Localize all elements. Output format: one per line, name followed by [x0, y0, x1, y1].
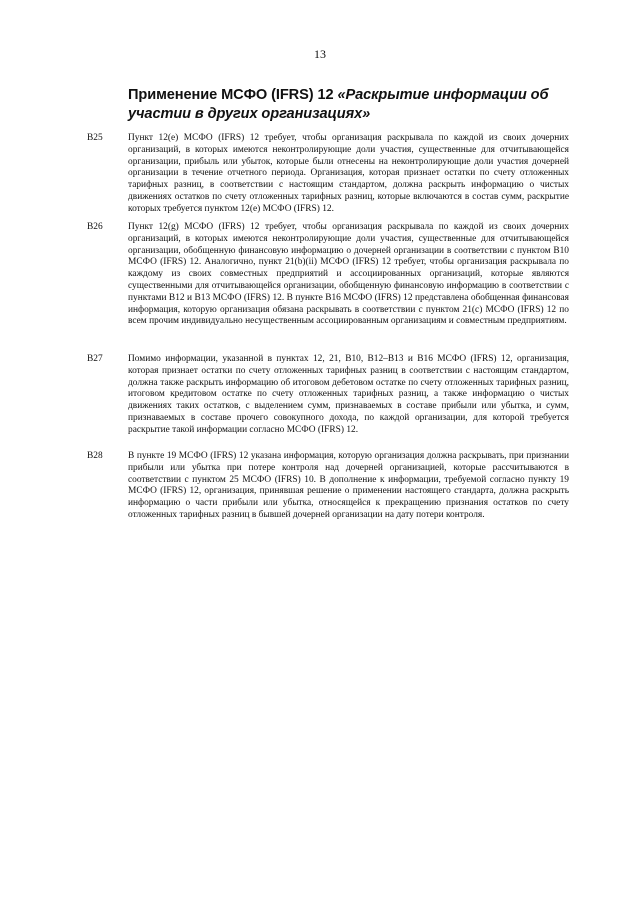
paragraph-text: Пункт 12(g) МСФО (IFRS) 12 требует, чтобы организация раскрывала по каждой из своих дочерних организаций, в которых имеются неконтролирующие доли участия, существенные для отчитывающейся организации, обобщенную финансовую информацию о дочерней организации в соответствии с пунктом B10 МСФО (IFRS) 12. Аналогично, пункт 21(b)(ii) МСФО (IFRS) 12 требует, чтобы организация раскрывала по каждому из своих совместных предприятий и ассоциированных организаций, которые являются существенными для отчитывающейся организации, обобщенную финансовую информацию в соответствии с пунктами B12 и B13 МСФО (IFRS) 12. В пункте B16 МСФО (IFRS) 12 представлена обобщенная финансовая информация, которую организация обязана раскрывать в соответствии с пунктом 21(с) МСФО (IFRS) 12 по всем прочим индивидуально несущественным ассоциированным организациям и совместным предприятиям.	[128, 222, 569, 327]
paragraph-b26	[87, 222, 569, 328]
paragraph-text: Пункт 12(е) МСФО (IFRS) 12 требует, чтобы организация раскрывала по каждой из своих дочерних организаций, в которых имеются неконтролирующие доли участия, существенные для отчитывающейся организации, прибыль или убыток, которые были отнесены на неконтролирующие доли участия дочерней организации в течение отчетного периода. Организация, которая признает остатки по счету отложенных тарифных разниц, в соответствии с настоящим стандартом, должна раскрыть информацию о чистых движениях остатков по счету отложенных тарифных разниц, которые включаются в состав сумм, раскрытие которых требуется пунктом 12(е) МСФО (IFRS) 12.	[128, 133, 569, 214]
section-heading-regular: Применение МСФО (IFRS) 12	[128, 87, 338, 103]
paragraph-b28	[87, 451, 569, 522]
section-heading	[128, 86, 568, 124]
paragraph-label: B27	[87, 354, 103, 364]
paragraph-text: В пункте 19 МСФО (IFRS) 12 указана информация, которую организация должна раскрывать, при признании прибыли или убытка при потере контроля над дочерней организацией, которые рассчитываются в соответствии с пунктом 25 МСФО (IFRS) 10. В дополнение к информации, требуемой согласно пункту 19 МСФО (IFRS) 12, организация, принявшая решение о применении настоящего стандарта, должна раскрыть информацию о части прибыли или убытка, относящейся к прекращению признания остатков по счету отложенных тарифных разниц в бывшей дочерней организации на дату потери контроля.	[128, 451, 569, 520]
paragraph-text: Помимо информации, указанной в пунктах 12, 21, B10, B12–B13 и B16 МСФО (IFRS) 12, организация, которая признает остатки по счету отложенных тарифных разниц в соответствии с настоящим стандартом, должна также раскрыть информацию об итоговом дебетовом остатке по счету отложенных тарифных разниц, итоговом кредитовом остатке по счету отложенных тарифных разниц, а также информацию о чистых движениях таких остатков, с выделением сумм, признаваемых в составе прибыли или убытка, и сумм, признаваемых в составе прочего совокупного дохода, по каждой организации, для которой требуется раскрытие такой информации согласно МСФО (IFRS) 12.	[128, 354, 569, 435]
section-heading-italic: «Раскрытие информации об участии в других организациях»	[128, 87, 549, 122]
paragraph-label: B26	[87, 222, 103, 232]
paragraph-label: B25	[87, 133, 103, 143]
paragraph-b27	[87, 354, 569, 437]
paragraph-b25	[87, 133, 569, 216]
page-number: 13	[314, 47, 326, 61]
paragraph-label: B28	[87, 451, 103, 461]
